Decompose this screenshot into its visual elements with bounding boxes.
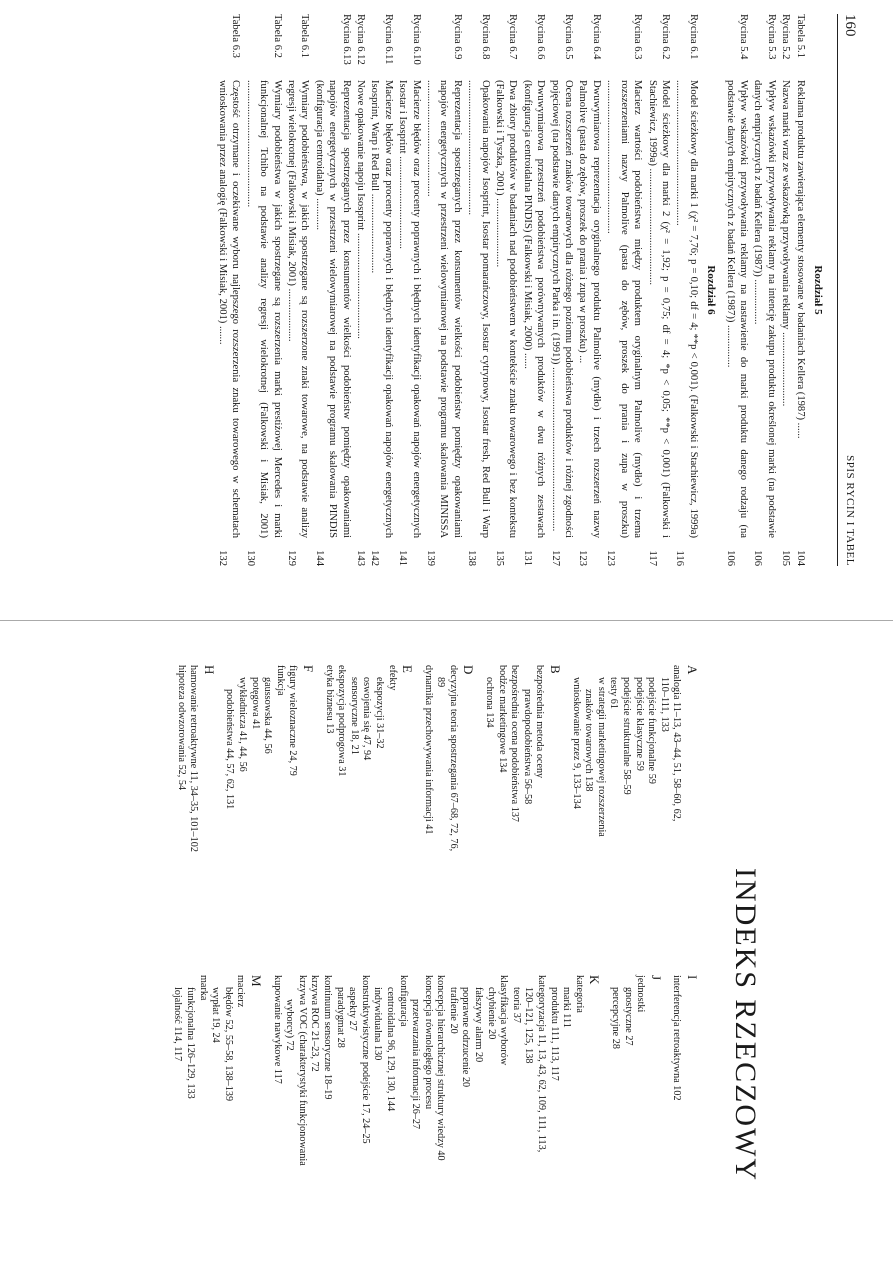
entry-text: Macierze błędów oraz procenty poprawnych i błędnych identyfikacji opakowań napojów energetycznych Isosprint, Warp i Red Bull ..............................: [369, 80, 394, 538]
index-term: teoria 37: [510, 987, 522, 1023]
index-term: kategoria: [573, 975, 585, 1013]
index-term: podejście strukturalne 58–59: [621, 677, 633, 795]
entry-text: Nowe opakowanie napoju Isosprint ........................................: [355, 80, 366, 339]
entry-label: Rycina 6.2: [659, 14, 671, 60]
entry-page: 117: [646, 550, 658, 566]
index-letter: D: [461, 665, 477, 675]
chapter-heading: Rozdział 5: [812, 265, 824, 315]
index-term: potęgowa 41: [249, 677, 261, 730]
index-term: koncepcja równoległego procesu: [422, 975, 434, 1110]
entry-label: Rycina 6.5: [563, 14, 575, 60]
contents-entry: [604, 14, 644, 566]
index-term: wnioskowanie przez 9, 133–134: [570, 677, 582, 809]
entry-text: Macierz wartości podobieństwa między produktem oryginalnym Palmolive (mydło) i trzema rozszerzeniami nazwy Palmolive (pasta do zębów, proszek do prania i zupa w proszku) ..........................................................: [605, 80, 644, 538]
entry-label: Rycina 6.12: [355, 14, 366, 65]
index-term: indywidualna 130: [372, 987, 384, 1061]
contents-entry: [751, 14, 778, 566]
entry-label: Tabela 6.1: [299, 14, 311, 58]
contents-entry: [723, 14, 750, 566]
index-letter: J: [648, 975, 664, 981]
contents-entry: [243, 14, 283, 566]
entry-text: Model ścieżkowy dla marki 1 (χ² = 7,76; p = 0,10; df = 4; **p < 0,001). (Falkowski i Stachiewicz, 1999a) .......................................................: [674, 80, 699, 538]
index-term: poprawne odrzucenie 20: [460, 987, 472, 1088]
contents-entry: [396, 14, 423, 566]
entry-label: Rycina 6.9: [451, 14, 463, 60]
index-term: funkcjonalna 126–129, 133: [185, 987, 197, 1099]
index-term: ochrona 134: [484, 677, 496, 728]
index-term: 110–111, 133: [658, 677, 670, 732]
index-letter: E: [400, 665, 416, 673]
index-title: INDEKS RZECZOWY: [729, 867, 762, 1183]
index-term: decyzyjna teoria spostrzegania 67–68, 72, 76,: [447, 665, 459, 852]
entry-text: Wymiary podobieństwa w jakich spostrzegane są rozszerzenia marki prestiżowej Mercedes i marki funkcjonalnej Tchibo na podstawie analizy regresji wielokrotnej (Falkowski i Misiak, 2001) ................................................: [244, 80, 283, 538]
index-term: oswojenia się 47, 94: [361, 677, 373, 761]
index-term: interferencja retroaktywna 102: [671, 975, 683, 1101]
entry-text: Dwuwymiarowa przestrzeń podobieństwa porównywanych produktów w dwu różnych zestawach (konfiguracja centroidalna PINDIS) (Falkowski i Misiak, 2000) ......: [521, 80, 547, 538]
entry-text: Macierze błędów oraz procenty poprawnych i błędnych identyfikacji opakowań napojów energetycznych Isostar i Isosprint ...................................: [397, 80, 422, 538]
index-term: gnostyczne 27: [622, 987, 634, 1046]
index-column-right: [171, 975, 706, 1255]
index-term: kontinuum sensoryczne 18–19: [321, 975, 333, 1100]
index-term: podobieństwa 44, 57, 62, 131: [224, 689, 236, 810]
index-term: w strategii marketingowej rozszerzenia: [595, 677, 607, 837]
entry-page: 105: [780, 550, 792, 566]
entry-page: 131: [521, 550, 533, 566]
index-term: podejście funkcjonalne 59: [646, 677, 658, 784]
index-term: funkcja: [274, 665, 286, 696]
index-term: konstruktywistyczne podejście 17, 24–25: [359, 975, 371, 1144]
running-head: [838, 14, 858, 566]
entry-label: Rycina 6.8: [479, 14, 491, 60]
index-letter: F: [300, 665, 316, 673]
index-term: prawdopodobieństwa 56–58: [521, 689, 533, 805]
entry-label: Rycina 6.1: [687, 14, 699, 60]
index-term: macierz: [235, 975, 247, 1008]
index-term: ekspozycji 31–32: [373, 677, 385, 749]
entry-page: 132: [216, 550, 228, 566]
index-term: bezpośrednia metoda oceny: [534, 665, 546, 779]
index-term: percepcyjne 28: [610, 987, 622, 1049]
figure-list: [215, 14, 830, 566]
entry-page: 116: [674, 550, 686, 566]
header-rule: [837, 14, 838, 566]
contents-entry: [285, 14, 312, 566]
index-letter: A: [685, 665, 700, 675]
entry-page: 138: [466, 550, 478, 566]
index-term: analogia 11–13, 43–44, 51, 58–60, 62,: [671, 665, 683, 822]
entry-page: 143: [355, 550, 366, 566]
entry-page: 130: [244, 550, 256, 566]
index-term: wypłat 19, 24: [210, 987, 222, 1043]
entry-page: 123: [605, 550, 617, 566]
contents-entry: [779, 14, 792, 566]
entry-text: Wpływ wskazówki przywoływania reklamy na intencję zakupu produktu określonej marki (na podstawie danych empirycznych z badań Kellera (1987)) .................: [752, 80, 777, 538]
entry-text: Częstość otrzymane i oczekiwane wyboru najlepszego rozszerzenia znaku towarowego w schematach wnioskowania przez analogię (Falkowski i Misiak, 2001) .......: [216, 80, 242, 538]
entry-page: 129: [285, 550, 297, 566]
entry-page: 123: [577, 550, 589, 566]
index-term: marki 111: [561, 987, 573, 1028]
entry-text: Dwuwymiarowa reprezentacja oryginalnego produktu Palmolive (mydło) i trzech rozszerzeń nazwy Palmolive (pasta do zębów, proszek do prania i zupa w proszku) ...: [577, 80, 602, 538]
page-number: 160: [842, 14, 858, 37]
entry-text: Reprezentacja spostrzeganych przez konsumentów wielkości podobieństw pomiędzy opakowaniami napojów energetycznych w przestrzeni wielowymiarowej na podstawie programu skalowania MINISSA ............................................: [425, 80, 463, 538]
index-term: sensoryczne 18, 21: [348, 677, 360, 755]
index-term: znaków towarowych 138: [583, 689, 595, 792]
entry-text: Reklama produktu zawierająca elementy stosowane w badaniach Kellera (1987) ......: [794, 80, 806, 439]
entry-text: Wpływ wskazówki przywoływania reklamy na nastawienie do marki produktu danego rodzaju (na podstawie danych empirycznych z badań Kellera (1987)) ................: [724, 80, 749, 538]
entry-text: Model ścieżkowy dla marki 2 (χ² = 1,92; p = 0,75; df = 4; *p < 0,05; **p < 0,001) (Falkowski i Stachiewicz, 1999a) ............................................: [646, 80, 671, 538]
index-term: 89: [435, 677, 447, 688]
contents-entry: [548, 14, 575, 566]
index-term: bezpośrednia ocena podobieństwa 137: [509, 665, 521, 823]
index-term: paradygmat 28: [334, 987, 346, 1048]
index-term: efekty: [386, 665, 398, 691]
index-term: chybienie 20: [485, 987, 497, 1040]
entry-page: 106: [724, 550, 736, 566]
entry-text: Ocena rozszerzeń znaków towarowych dla różnego poziomu podobieństwa produktów i różnej zgodności pojęciowej (na podstawie danych empirycznych Parka i in. (1991)) ..............................................................: [549, 80, 575, 538]
entry-text: Nazwa marki wraz ze wskazówką przywoływania reklamy ............................: [780, 80, 792, 407]
entry-page: 106: [752, 550, 764, 566]
index-term: błędów 52, 55–58, 138–139: [222, 987, 234, 1102]
index-term: wyborcy) 72: [284, 999, 296, 1051]
index-page: [0, 645, 762, 1265]
entry-label: Rycina 6.3: [632, 14, 644, 60]
entry-label: Rycina 6.7: [507, 14, 519, 60]
entry-label: Rycina 5.3: [765, 14, 777, 60]
index-term: testy 61: [608, 677, 620, 709]
index-term: klasyfikacja wyborów: [498, 975, 510, 1066]
contents-entry: [520, 14, 547, 566]
contents-entry: [312, 14, 352, 566]
entry-page: 127: [549, 550, 561, 566]
entry-page: 141: [397, 550, 409, 566]
index-term: trafienie 20: [447, 987, 459, 1034]
index-term: ekspozycja podprogowa 31: [336, 665, 348, 777]
index-letter: B: [548, 665, 564, 674]
entry-page: 144: [313, 550, 325, 566]
index-term: dynamika przechowywania informacji 41: [422, 665, 434, 835]
page-divider: [0, 620, 893, 621]
contents-entry: [368, 14, 395, 566]
entry-label: Rycina 6.13: [340, 14, 352, 65]
entry-label: Rycina 6.6: [535, 14, 547, 60]
entry-label: Tabela 6.2: [271, 14, 283, 58]
index-term: aspekty 27: [347, 987, 359, 1031]
index-column-left: [174, 665, 706, 945]
index-term: 120–121, 125, 138: [523, 987, 535, 1064]
index-letter: M: [249, 975, 264, 987]
entry-label: Rycina 6.4: [590, 14, 602, 60]
contents-entry: [645, 14, 672, 566]
contents-entry: [465, 14, 492, 566]
index-term: kupowanie nawykowe 117: [271, 975, 283, 1084]
index-term: jednostki: [635, 975, 647, 1013]
entry-label: Rycina 5.2: [780, 14, 792, 60]
entry-page: 142: [369, 550, 381, 566]
index-term: produktu 111, 113, 117: [548, 987, 560, 1081]
index-term: etyka biznesu 13: [323, 665, 335, 734]
entry-text: Reprezentacja spostrzeganych przez konsumentów wielkości podobieństw pomiędzy opakowaniami napojów energetycznych w przestrzeni wielowymiarowej na podstawie programu skalowania PINDIS (konfiguracja centroidalna) ............: [313, 80, 352, 538]
index-term: kategoryzacja 11, 13, 43, 62, 109, 111, 113,: [536, 975, 548, 1153]
entry-text: Opakowania napojów Isosprint, Isostar pomarańczowy, Isostar cytrynowy, Isostar fresh, Red Bull i Warp ...................................................: [466, 80, 491, 538]
index-term: krzywa ROC 21–23, 72: [309, 975, 321, 1072]
entry-label: Tabela 5.1: [794, 14, 806, 58]
running-title: SPIS RYCIN I TABEL: [844, 455, 856, 566]
index-term: lojalność 114, 117: [172, 987, 184, 1062]
index-term: koncepcja hierarchicznej struktury wiedzy 40: [435, 975, 447, 1161]
index-term: fałszywy alarm 20: [473, 987, 485, 1063]
contents-entry: [216, 14, 243, 566]
index-term: figury wieloznaczne 24, 79: [287, 665, 299, 776]
chapter-heading: Rozdział 6: [705, 265, 718, 315]
contents-entry: [793, 14, 806, 566]
contents-entry: [673, 14, 700, 566]
entry-label: Rycina 5.4: [737, 14, 749, 60]
index-term: bodźce marketingowe 134: [496, 665, 508, 773]
contents-page: [50, 0, 870, 580]
contents-entry: [424, 14, 464, 566]
entry-label: Rycina 6.11: [382, 14, 394, 65]
entry-label: Rycina 6.10: [410, 14, 422, 65]
contents-entry: [576, 14, 603, 566]
entry-label: Tabela 6.3: [230, 14, 242, 58]
index-term: krzywa VOC (charakterystyki funkcjonowania: [296, 975, 308, 1166]
index-term: gaussowska 44, 56: [262, 677, 274, 754]
entry-text: Wymiary podobieństwa, w jakich spostrzegane są rozszerzone znaki towarowe, na podstawie analizy regresji wielokrotnej (Falkowski i Misiak, 2001) ....................: [285, 80, 311, 538]
contents-entry: [493, 14, 520, 566]
index-term: podejście klasyczne 59: [633, 677, 645, 771]
contents-entry: [354, 14, 367, 566]
index-term: konfiguracja: [397, 975, 409, 1027]
entry-page: 104: [794, 550, 806, 566]
entry-page: 135: [494, 550, 506, 566]
index-letter: I: [685, 975, 700, 980]
index-term: przetwarzania informacji 26–27: [410, 999, 422, 1130]
index-term: centroidalna 96, 129, 130, 144: [384, 987, 396, 1112]
index-term: wykładnicza 41, 44, 56: [237, 677, 248, 772]
index-term: marka: [197, 975, 209, 1001]
index-term: hamowanie retroaktywne 11, 34–35, 101–102: [188, 665, 200, 852]
index-term: hipoteza odwzorowania 52, 54: [175, 665, 187, 791]
entry-text: Dwa zbiory produktów w badaniach nad podobieństwem w kontekście znaku towarowego i bez kontekstu (Falkowski i Tyszka, 2001) ..........................: [494, 80, 519, 538]
entry-page: 139: [425, 550, 437, 566]
index-letter: K: [587, 975, 603, 985]
index-letter: H: [201, 665, 217, 675]
